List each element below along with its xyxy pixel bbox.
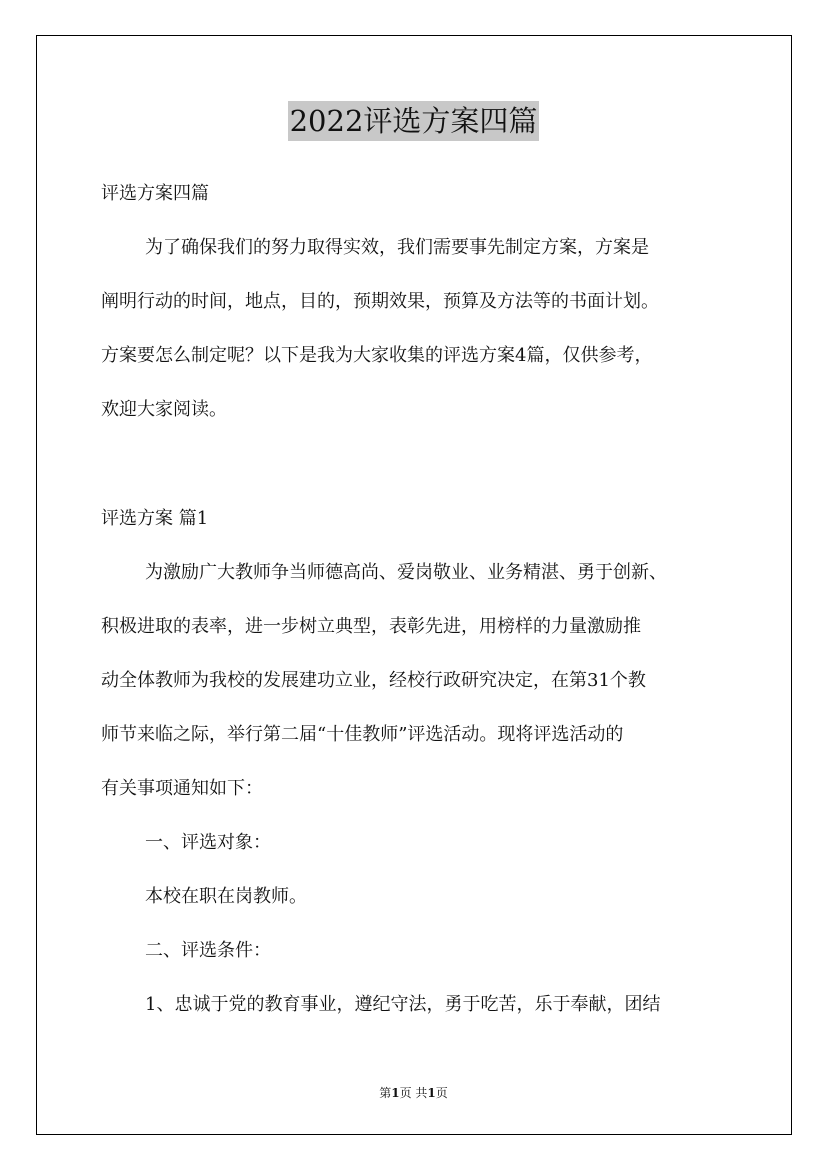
list-heading: 二、评选条件：	[145, 940, 271, 961]
page-number-current: 1	[391, 1086, 400, 1100]
paragraph-line: 本校在职在岗教师。	[145, 886, 307, 907]
list-heading: 一、评选对象：	[145, 832, 271, 853]
section-heading: 评选方案 篇1	[101, 508, 209, 529]
paragraph-line: 有关事项通知如下：	[101, 778, 263, 799]
paragraph-line: 1、忠诚于党的教育事业，遵纪守法，勇于吃苦，乐于奉献，团结	[145, 994, 661, 1015]
paragraph-line: 方案要怎么制定呢？以下是我为大家收集的评选方案4篇，仅供参考，	[101, 345, 653, 366]
page-number-prefix: 第	[379, 1086, 392, 1100]
page-footer	[0, 1085, 827, 1101]
page-number-mid: 页 共	[399, 1086, 428, 1100]
paragraph-line: 欢迎大家阅读。	[101, 399, 227, 420]
document-title: 2022评选方案四篇	[288, 101, 540, 141]
paragraph-line: 动全体教师为我校的发展建功立业，经校行政研究决定，在第31个教	[101, 670, 646, 691]
paragraph-line: 为了确保我们的努力取得实效，我们需要事先制定方案，方案是	[145, 237, 649, 258]
paragraph-line: 阐明行动的时间，地点，目的，预期效果，预算及方法等的书面计划。	[101, 291, 659, 312]
page-number-suffix: 页	[435, 1086, 448, 1100]
page-number-total: 1	[427, 1086, 436, 1100]
section-heading: 评选方案四篇	[101, 183, 209, 204]
paragraph-line: 为激励广大教师争当师德高尚、爱岗敬业、业务精湛、勇于创新、	[145, 562, 667, 583]
paragraph-line: 积极进取的表率，进一步树立典型，表彰先进，用榜样的力量激励推	[101, 616, 641, 637]
paragraph-line: 师节来临之际，举行第二届“十佳教师”评选活动。现将评选活动的	[101, 724, 624, 745]
title-container	[0, 101, 827, 141]
